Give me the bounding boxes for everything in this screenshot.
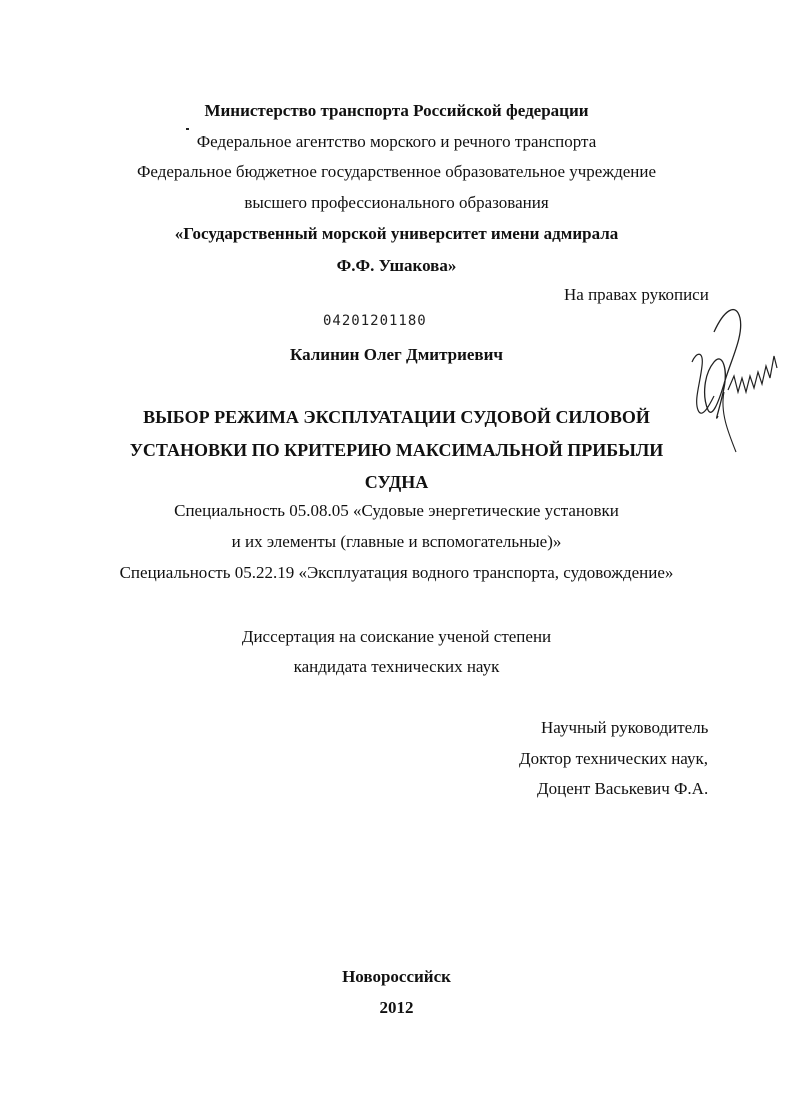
thesis-title-line2: УСТАНОВКИ ПО КРИТЕРИЮ МАКСИМАЛЬНОЙ ПРИБЫЛИ — [129, 440, 664, 460]
registration-code: 04201201180 — [323, 313, 427, 329]
stray-mark — [186, 128, 189, 130]
specialty1-line2: и их элементы (главные и вспомогательные)» — [231, 532, 562, 551]
dissertation-line2: кандидата технических наук — [293, 657, 500, 676]
supervisor-role: Научный руководитель — [541, 718, 709, 737]
thesis-title-line1: ВЫБОР РЕЖИМА ЭКСПЛУАТАЦИИ СУДОВОЙ СИЛОВОЙ — [143, 407, 650, 427]
footer-year: 2012 — [379, 998, 414, 1017]
supervisor-degree: Доктор технических наук, — [519, 749, 708, 768]
dissertation-line1: Диссертация на соискание ученой степени — [241, 627, 552, 646]
university-name-line2: Ф.Ф. Ушакова» — [336, 256, 457, 275]
agency-line: Федеральное агентство морского и речного транспорта — [196, 132, 597, 151]
author-name: Калинин Олег Дмитриевич — [290, 345, 503, 364]
manuscript-note: На правах рукописи — [564, 285, 709, 304]
education-level-line: высшего профессионального образования — [244, 193, 549, 212]
handwritten-signature — [684, 292, 784, 457]
university-name-line1: «Государственный морской университет имени адмирала — [174, 224, 619, 243]
thesis-title-line3: СУДНА — [364, 472, 429, 492]
footer-city: Новороссийск — [342, 967, 451, 986]
specialty2-line: Специальность 05.22.19 «Эксплуатация водного транспорта, судовождение» — [119, 563, 674, 582]
specialty1-line1: Специальность 05.08.05 «Судовые энергетические установки — [174, 501, 619, 520]
supervisor-name: Доцент Васькевич Ф.А. — [537, 779, 709, 798]
institution-type-line: Федеральное бюджетное государственное образовательное учреждение — [136, 162, 657, 181]
ministry-heading: Министерство транспорта Российской федерации — [204, 101, 589, 120]
